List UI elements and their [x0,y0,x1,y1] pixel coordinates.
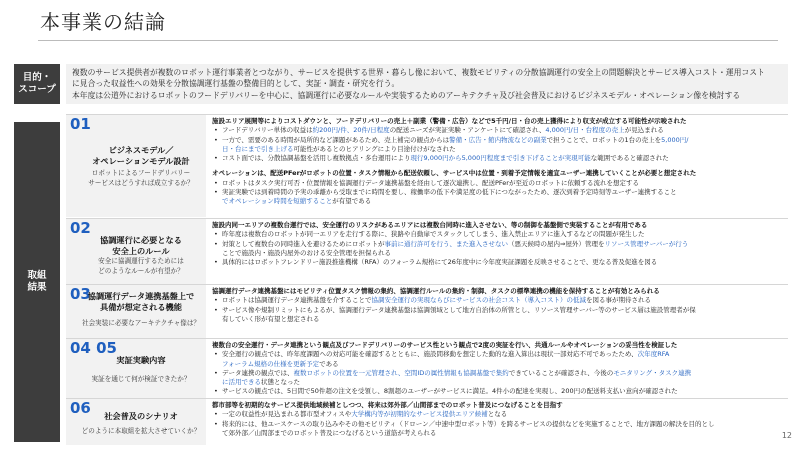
finding-heading: 施設内同一エリアの複数台運行では、安全運行のリスクがあるエリアには複数台同時に進入させない、等の制御を基盤側で実装することが有用である [212,221,648,229]
result-row [66,398,788,445]
highlight-text: 警備・広告・館内物流などの副業 [449,135,547,144]
finding-bullet: • サービス像や規制リミットにもよるが、協調運行データ連携基盤は協調領域として地方自治体の所管とし、リソース管理サーバー等のサービス層は施設管理者が保 [212,306,786,315]
row-findings [212,341,786,397]
row-question: どのように本取組を拡大させていくか？ [81,427,201,435]
highlight-text: 協調安全運行の実現ならびにサービスの社会コスト（導入コスト）の低減 [371,296,586,305]
result-row [66,338,788,399]
highlight-text: 大学構内等が初期的なサービス提供エリア候補 [351,410,488,419]
highlight-text: フォーラム規格の仕様を更新予定 [222,359,320,368]
row-question: ロボットによるフードデリバリー サービスはどうすれば成立するか？ [88,169,194,187]
highlight-text: モニタリング・タスク連携 [613,368,692,377]
row-question: 実証を通じて何が検証できたか？ [91,375,191,383]
result-row [66,284,788,339]
finding-heading: 都市部等を初期的なサービス提供地域候補としつつ、将来は郊外部／山間部までのロボット普及につなげることを目指す [212,401,563,409]
row-number: 06 [70,399,91,417]
row-number: 01 [70,115,91,133]
row-number: 04 05 [70,339,117,357]
finding-bullet: て郊外部／山間部までのロボット普及につなげるという道筋が考えられる [222,428,437,437]
results-label-text: 取組 結果 [27,270,47,293]
results-label [14,122,60,442]
highlight-text: でオペレーション時間を短縮すること [222,197,333,206]
finding-bullet: • ロボットは協調運行データ連携基盤を介することで協調安全運行の実現ならびにサービスの社会コスト（導入コスト）の低減を図る事が期待される [212,296,786,305]
highlight-text: 約200円/件、20件/日程度 [312,126,390,135]
finding-bullet: • 安全運行の観点では、昨年度課題への対応可能を確認するとともに、施設間移動を想定した動的な進入算出は現状一部対応不可であったため、次年度RFA [212,350,786,359]
row-findings [212,117,786,207]
finding-heading: 協調運行データ連携基盤にはモビリティ位置タスク情報の集約、協調運行ルールの集約・制御、タスクの標準連携の機能を保持することが有効とみられる [212,287,660,295]
row-number: 02 [70,219,91,237]
finding-bullet: 有していく形が有望と想定される [222,314,320,323]
finding-bullet: • コスト面では、分散協調基盤を活用し複数拠点・多台運用により現行9,000円から5,000円程度まで引き下げることが実現可能な範囲であると確認された [212,154,786,163]
row-title: 実証実験内容 [116,355,166,365]
purpose-line: 複数のサービス提供者が複数のロボット運行事業者とつながり、サービスを提供する世界・暮らし像において、複数モビリティの分散協調運行の安全上の問題解決とサービス導入コスト・運用コスト [72,68,765,77]
finding-bullet: • 昨年度は複数台のロボットが同一エリアを走行する際に、狭路や自動扉でスタックしてしまう、進入禁止エリアに進入するなどの問題が発生した [212,230,786,239]
purpose-label [14,64,60,104]
finding-bullet: フォーラム規格の仕様を更新予定である [222,359,339,368]
finding-bullet: • 将来的には、他ユースケースの取り込みやその他モビリティ（ドローン／中速中型ロボット等）を跨るサービスの提供などを実施することで、地方課題の解決を目的とし [212,420,786,429]
purpose-line: に見合った収益性への効果を分散協調運行基盤の整備目的として、実証・調査・研究を行う。 [72,79,400,89]
finding-heading: 複数台の安全運行・データ連携という観点及びフードデリバリーのサービス性という観点で2度の実証を行い、共通ルールやオペレーションの妥当性を検証した [212,341,678,349]
finding-bullet: • 一方で、需要のある時間が局所的など課題があるため、売上補完の観点からは警備・広告・館内物流などの副業で担うことで、ロボットの1台の売上を5,000円/ [212,136,786,145]
highlight-text: に活用できる [222,378,261,387]
result-row [66,218,788,285]
finding-bullet: 日・台にまで引き上げる可能性があるとのヒアリングにより目途付けがなされた [222,144,456,153]
highlight-text: 4,000円/日・台程度の売上 [545,126,625,135]
row-heading-panel [66,219,206,285]
finding-bullet: • サービスの観点では、5日間で50件超の注文を受領し、8割超のユーザーがサービスに満足。4件小の配達を実現し、200円の配送料支払い意向が確認された [212,387,786,396]
finding-bullet: • フードデリバリー単体の収益は約200円/件、20件/日程度の配送ニーズが実証実験・アンケートにて確認され、4,000円/日・台程度の売上が見込まれる [212,126,786,135]
highlight-text: 複数ロボットの位置を一元管理され、空間IDの属性情報も協調基盤で集約 [293,368,509,377]
highlight-text: 次年度RFA [637,350,670,359]
row-question: 社会実装に必要なアーキテクチャ像は？ [81,319,201,327]
finding-bullet: • 一定の収益性が見込まれる都市型オフィスや大学構内等が初期的なサービス提供エリア候補となる [212,410,786,419]
finding-heading: 施設エリア展開等によりコストダウンと、フードデリバリーの売上＋副業（警備・広告）などで5千円/日・台の売上獲得により収支が成立する可能性が示唆された [212,117,687,125]
row-findings [212,401,786,438]
row-findings [212,221,786,267]
row-title: 社会普及のシナリオ [104,411,178,421]
finding-heading: オペレーションは、配送PFerがロボットの位置・タスク情報から配送依頼し、サービス中は位置・到着予定情報を適宜ユーザー連携していくことが必要と想定された [212,169,697,178]
finding-bullet: に活用できる状態となった [222,378,300,387]
row-heading-panel [66,115,206,217]
result-row [66,114,788,217]
highlight-text: 5,000円/ [661,135,689,144]
purpose-line: 本年度は公道外におけるロボットのフードデリバリーを中心に、協調運行に必要なルールや実装するためのアーキテクチャ及び社会普及におけるビジネスモデル・オペレーション像を検討する [72,90,741,100]
purpose-text [66,64,788,104]
finding-bullet: • 実証実験では到着時間の予実の乖離から受取までに時間を要し、稼働率の低下や満足度の低下につながったため、逐次到着予定時刻等ユーザー連携すること [212,188,786,197]
row-heading-panel [66,339,206,399]
finding-bullet: • ロボットはタスク実行可否・位置情報を協調運行データ連携基盤を経由して逐次連携し、配送PFerが至近のロボットに依頼する流れを想定する [212,179,786,188]
page-number: 12 [781,431,792,440]
highlight-text: リソース管理サーバーが行う [604,239,689,248]
row-question: 安全に協調運行するためには どのようなルールが有望か？ [98,257,184,275]
highlight-text: 現行9,000円から5,000円程度まで引き下げることが実現可能 [410,154,591,163]
title-divider [38,40,778,41]
finding-bullet: ことで施設内・施設内屋外のおける安全管理を担保られる [222,248,391,257]
row-title: ビジネスモデル／ オペレーションモデル設計 [92,145,190,166]
row-title: 協調運行に必要となる 安全上のルール [100,235,182,256]
finding-bullet: でオペレーション時間を短縮することが有望である [222,197,372,206]
purpose-label-text: 目的・ スコープ [18,72,56,95]
row-heading-panel [66,399,206,445]
finding-bullet: • 具体的にはロボットフレンドリー施設推進機構（RFA）のフォーラム規格にて26年度中に今年度実証課題を反映させることで、更なる普及促進を図る [212,258,786,267]
row-title: 協調運行データ連携基盤上で 具備が想定される機能 [87,291,195,312]
row-findings [212,287,786,324]
highlight-text: 日・台にまで引き上げる [222,144,294,153]
highlight-text: 事前に通行許可を行う、また進入させない [384,239,508,248]
finding-bullet: • 対策として複数台の同時進入を避けるためにロボットが事前に通行許可を行う、また進入させない（悪天候時の屋内⇒屋外）管理をリソース管理サーバーが行う [212,240,786,249]
page-title: 本事業の結論 [40,10,166,34]
finding-bullet: • データ連携の観点では、複数ロボットの位置を一元管理され、空間IDの属性情報も協調基盤で集約できていることが確認され、今後のモニタリング・タスク連携 [212,369,786,378]
row-number: 03 [70,285,91,303]
row-heading-panel [66,285,206,339]
